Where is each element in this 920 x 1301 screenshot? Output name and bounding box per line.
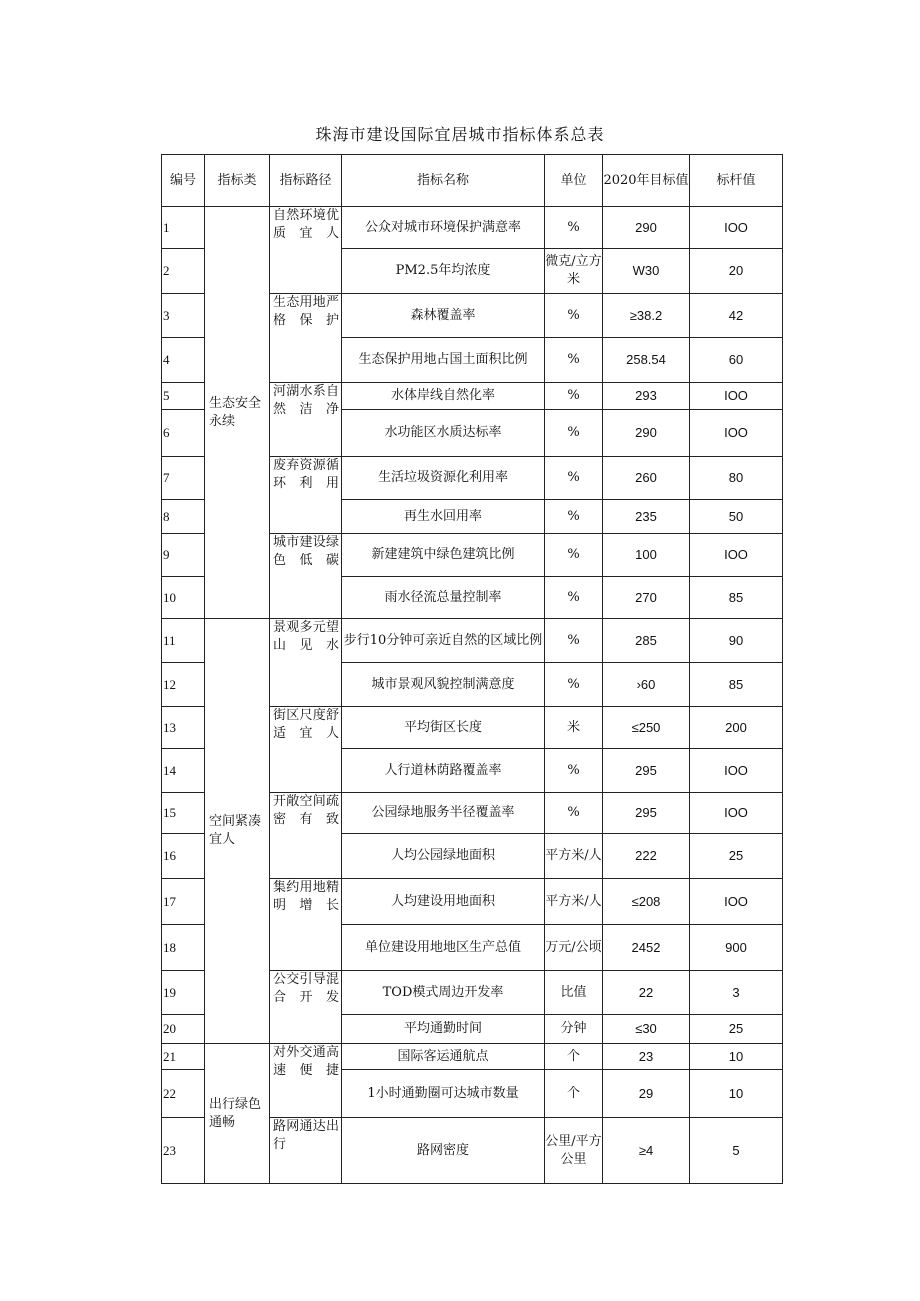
- row-id: 15: [162, 793, 205, 834]
- benchmark-value: 50: [690, 500, 783, 534]
- indicator-unit: %: [545, 619, 603, 663]
- target-value: ≤250: [603, 707, 690, 749]
- benchmark-value: IOO: [690, 879, 783, 925]
- row-id: 21: [162, 1044, 205, 1070]
- indicator-name: 生活垃圾资源化利用率: [342, 457, 545, 500]
- indicator-name: 森林覆盖率: [342, 294, 545, 338]
- table-row: [162, 1044, 783, 1070]
- row-id: 12: [162, 663, 205, 707]
- indicator-unit: %: [545, 793, 603, 834]
- row-id: 10: [162, 577, 205, 619]
- target-value: 270: [603, 577, 690, 619]
- path-cell: 路网通达出行: [270, 1118, 342, 1184]
- benchmark-value: 900: [690, 925, 783, 971]
- target-value: 290: [603, 207, 690, 249]
- benchmark-value: IOO: [690, 793, 783, 834]
- indicator-name: 新建建筑中绿色建筑比例: [342, 534, 545, 577]
- indicator-unit: %: [545, 534, 603, 577]
- header-row: [162, 155, 783, 207]
- indicator-name: 水体岸线自然化率: [342, 383, 545, 410]
- target-value: 100: [603, 534, 690, 577]
- benchmark-value: IOO: [690, 207, 783, 249]
- row-id: 5: [162, 383, 205, 410]
- benchmark-value: IOO: [690, 410, 783, 457]
- indicator-name: 国际客运通航点: [342, 1044, 545, 1070]
- path-cell: 对外交通高速便捷: [270, 1044, 342, 1118]
- row-id: 22: [162, 1070, 205, 1118]
- benchmark-value: 5: [690, 1118, 783, 1184]
- row-id: 6: [162, 410, 205, 457]
- indicator-unit: %: [545, 294, 603, 338]
- benchmark-value: 85: [690, 663, 783, 707]
- row-id: 23: [162, 1118, 205, 1184]
- document-title: 珠海市建设国际宜居城市指标体系总表: [315, 125, 605, 144]
- benchmark-value: 85: [690, 577, 783, 619]
- benchmark-value: 20: [690, 249, 783, 294]
- indicator-name: 生态保护用地占国土面积比例: [342, 338, 545, 383]
- indicator-name: 再生水回用率: [342, 500, 545, 534]
- indicator-unit: 比值: [545, 971, 603, 1015]
- indicator-name: 路网密度: [342, 1118, 545, 1184]
- indicator-unit: 公里/平方公里: [545, 1118, 603, 1184]
- target-value: W30: [603, 249, 690, 294]
- target-value: 29: [603, 1070, 690, 1118]
- row-id: 14: [162, 749, 205, 793]
- indicator-unit: %: [545, 577, 603, 619]
- row-id: 8: [162, 500, 205, 534]
- indicator-unit: %: [545, 338, 603, 383]
- target-value: 285: [603, 619, 690, 663]
- header-category: 指标类: [205, 155, 270, 207]
- indicator-name: TOD模式周边开发率: [342, 971, 545, 1015]
- target-value: 293: [603, 383, 690, 410]
- table-row: [162, 207, 783, 249]
- row-id: 17: [162, 879, 205, 925]
- path-cell: 开敞空间疏密有致: [270, 793, 342, 879]
- category-cell: 空间紧凑宜人: [205, 619, 270, 1044]
- row-id: 7: [162, 457, 205, 500]
- header-target: 2020年目标值: [603, 155, 690, 207]
- benchmark-value: 10: [690, 1070, 783, 1118]
- header-unit: 单位: [545, 155, 603, 207]
- benchmark-value: IOO: [690, 749, 783, 793]
- benchmark-value: IOO: [690, 534, 783, 577]
- target-value: 22: [603, 971, 690, 1015]
- indicator-name: PM2.5年均浓度: [342, 249, 545, 294]
- indicator-unit: 分钟: [545, 1015, 603, 1044]
- target-value: 258.54: [603, 338, 690, 383]
- indicator-unit: %: [545, 457, 603, 500]
- category-cell: 生态安全永续: [205, 207, 270, 619]
- benchmark-value: 200: [690, 707, 783, 749]
- indicator-unit: 微克/立方米: [545, 249, 603, 294]
- indicator-unit: %: [545, 749, 603, 793]
- benchmark-value: 25: [690, 1015, 783, 1044]
- benchmark-value: IOO: [690, 383, 783, 410]
- indicator-unit: %: [545, 207, 603, 249]
- indicator-unit: 平方米/人: [545, 834, 603, 879]
- indicator-name: 人均建设用地面积: [342, 879, 545, 925]
- header-benchmark: 标杆值: [690, 155, 783, 207]
- header-id: 编号: [162, 155, 205, 207]
- target-value: 295: [603, 793, 690, 834]
- indicator-name: 1小时通勤圈可达城市数量: [342, 1070, 545, 1118]
- benchmark-value: 42: [690, 294, 783, 338]
- indicator-name: 公园绿地服务半径覆盖率: [342, 793, 545, 834]
- path-cell: 城市建设绿色低碳: [270, 534, 342, 619]
- path-cell: 废弃资源循环利用: [270, 457, 342, 534]
- target-value: ›60: [603, 663, 690, 707]
- table-row: [162, 619, 783, 663]
- indicator-name: 人均公园绿地面积: [342, 834, 545, 879]
- path-cell: 景观多元望山见水: [270, 619, 342, 707]
- row-id: 2: [162, 249, 205, 294]
- path-cell: 河湖水系自然洁净: [270, 383, 342, 457]
- row-id: 20: [162, 1015, 205, 1044]
- indicator-table: [161, 154, 783, 1184]
- indicator-name: 雨水径流总量控制率: [342, 577, 545, 619]
- header-path: 指标路径: [270, 155, 342, 207]
- benchmark-value: 25: [690, 834, 783, 879]
- indicator-name: 平均街区长度: [342, 707, 545, 749]
- row-id: 18: [162, 925, 205, 971]
- row-id: 3: [162, 294, 205, 338]
- target-value: 260: [603, 457, 690, 500]
- indicator-unit: %: [545, 663, 603, 707]
- indicator-unit: %: [545, 383, 603, 410]
- target-value: 222: [603, 834, 690, 879]
- path-cell: 生态用地严格保护: [270, 294, 342, 383]
- indicator-unit: 米: [545, 707, 603, 749]
- indicator-unit: 个: [545, 1070, 603, 1118]
- indicator-unit: 万元/公顷: [545, 925, 603, 971]
- indicator-unit: 个: [545, 1044, 603, 1070]
- path-cell: 集约用地精明增长: [270, 879, 342, 971]
- target-value: 2452: [603, 925, 690, 971]
- benchmark-value: 60: [690, 338, 783, 383]
- path-cell: 公交引导混合开发: [270, 971, 342, 1044]
- target-value: 23: [603, 1044, 690, 1070]
- target-value: 235: [603, 500, 690, 534]
- row-id: 4: [162, 338, 205, 383]
- indicator-name: 人行道林荫路覆盖率: [342, 749, 545, 793]
- row-id: 13: [162, 707, 205, 749]
- indicator-unit: %: [545, 410, 603, 457]
- target-value: ≥38.2: [603, 294, 690, 338]
- indicator-name: 水功能区水质达标率: [342, 410, 545, 457]
- benchmark-value: 10: [690, 1044, 783, 1070]
- row-id: 11: [162, 619, 205, 663]
- target-value: ≤30: [603, 1015, 690, 1044]
- indicator-unit: 平方米/人: [545, 879, 603, 925]
- indicator-unit: %: [545, 500, 603, 534]
- indicator-name: 公众对城市环境保护满意率: [342, 207, 545, 249]
- target-value: 295: [603, 749, 690, 793]
- benchmark-value: 80: [690, 457, 783, 500]
- indicator-name: 步行10分钟可亲近自然的区域比例: [342, 619, 545, 663]
- path-cell: 街区尺度舒适宜人: [270, 707, 342, 793]
- indicator-name: 平均通勤时间: [342, 1015, 545, 1044]
- target-value: ≤208: [603, 879, 690, 925]
- row-id: 9: [162, 534, 205, 577]
- benchmark-value: 3: [690, 971, 783, 1015]
- indicator-name: 城市景观风貌控制满意度: [342, 663, 545, 707]
- category-cell: 出行绿色通畅: [205, 1044, 270, 1184]
- row-id: 16: [162, 834, 205, 879]
- target-value: ≥4: [603, 1118, 690, 1184]
- indicator-name: 单位建设用地地区生产总值: [342, 925, 545, 971]
- target-value: 290: [603, 410, 690, 457]
- header-name: 指标名称: [342, 155, 545, 207]
- row-id: 19: [162, 971, 205, 1015]
- benchmark-value: 90: [690, 619, 783, 663]
- path-cell: 自然环境优质宜人: [270, 207, 342, 294]
- row-id: 1: [162, 207, 205, 249]
